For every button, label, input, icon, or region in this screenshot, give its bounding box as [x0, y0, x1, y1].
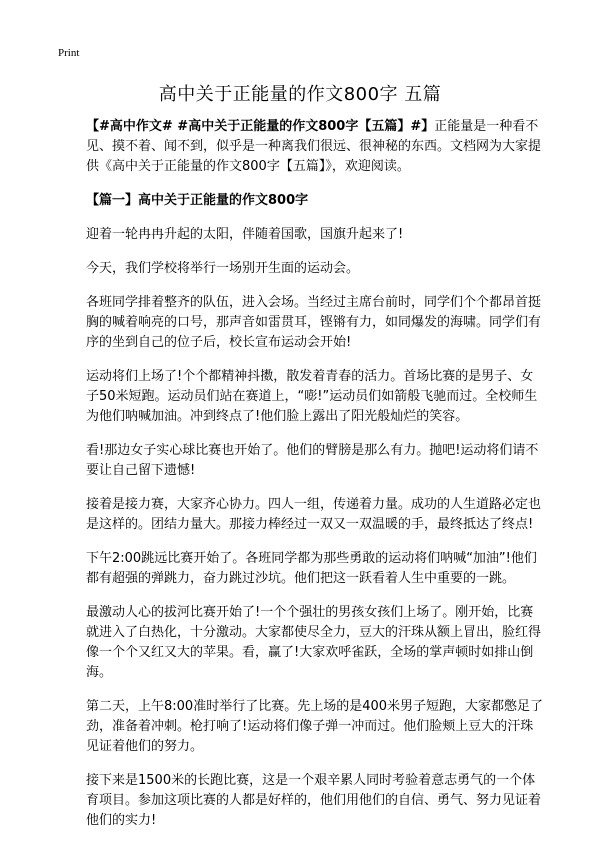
paragraph: 迎着一轮冉冉升起的太阳，伴随着国歌，国旗升起来了! [86, 227, 404, 242]
paragraph: 看!那边女子实心球比赛也开始了。他们的臂膀是那么有力。抛吧!运动将们请不要让自己留下遗憾! [86, 443, 539, 478]
intro-text: 正能量是一种看不见、摸不着、闻不到，似乎是一种离我们很远、很神秘的东西。文档网为大家提供《高中关于正能量的作文800字【五篇】》，欢迎阅读。 [86, 119, 542, 174]
paragraph: 最激动人心的拔河比赛开始了!一个个强壮的男孩女孩们上场了。刚开始，比赛就进入了白热化，十分激动。大家都使尽全力，豆大的汗珠从额上冒出，脸红得像一个个又红又大的苹果。看，赢了!大家欢呼雀跃，全场的掌声顿时如排山倒海。 [86, 605, 542, 680]
paragraph: 今天，我们学校将举行一场别开生面的运动会。 [86, 261, 360, 276]
paragraph: 接着是接力赛，大家齐心协力。四人一组，传递着力量。成功的人生道路必定也是这样的。团结力量大。那接力棒经过一双又一双温暖的手，最终抵达了终点! [86, 497, 542, 532]
paragraph: 各班同学排着整齐的队伍，进入会场。当经过主席台前时，同学们个个都昂首挺胸的喊着响亮的口号，那声音如雷贯耳，铿锵有力，如同爆发的海啸。同学们有序的坐到自己的位子后，校长宣布运动会开始! [86, 295, 542, 350]
paragraph: 运动将们上场了!个个都精神抖擞，散发着青春的活力。首场比赛的是男子、女子50米短跑。运动员们站在赛道上，“嘭!”运动员们如箭般飞驰而过。全校师生为他们呐喊加油。冲到终点了!他们脸上露出了阳光般灿烂的笑容。 [86, 369, 538, 424]
page-title: 高中关于正能量的作文800字 五篇 [158, 84, 442, 105]
section-heading: 【篇一】高中关于正能量的作文800字 [86, 193, 309, 208]
intro-tag: 【#高中作文# #高中关于正能量的作文800字【五篇】#】 [86, 119, 435, 134]
paragraph: 接下来是1500米的长跑比赛，这是一个艰辛累人同时考验着意志勇气的一个体育项目。参加这项比赛的人都是好样的，他们用他们的自信、勇气、努力见证着他们的实力! [86, 773, 542, 828]
print-label: Print [58, 47, 80, 59]
intro-paragraph [86, 117, 546, 177]
paragraph: 下午2:00跳远比赛开始了。各班同学都为那些勇敢的运动将们呐喊“加油”!他们都有超强的弹跳力，奋力跳过沙坑。他们把这一跃看着人生中重要的一跳。 [86, 551, 537, 586]
paragraph: 第二天，上午8:00准时举行了比赛。先上场的是400米男子短跑，大家都憋足了劲，准备着冲刺。枪打响了!运动将们像子弹一冲而过。他们脸颊上豆大的汗珠见证着他们的努力。 [86, 699, 544, 754]
article-body [86, 117, 546, 845]
